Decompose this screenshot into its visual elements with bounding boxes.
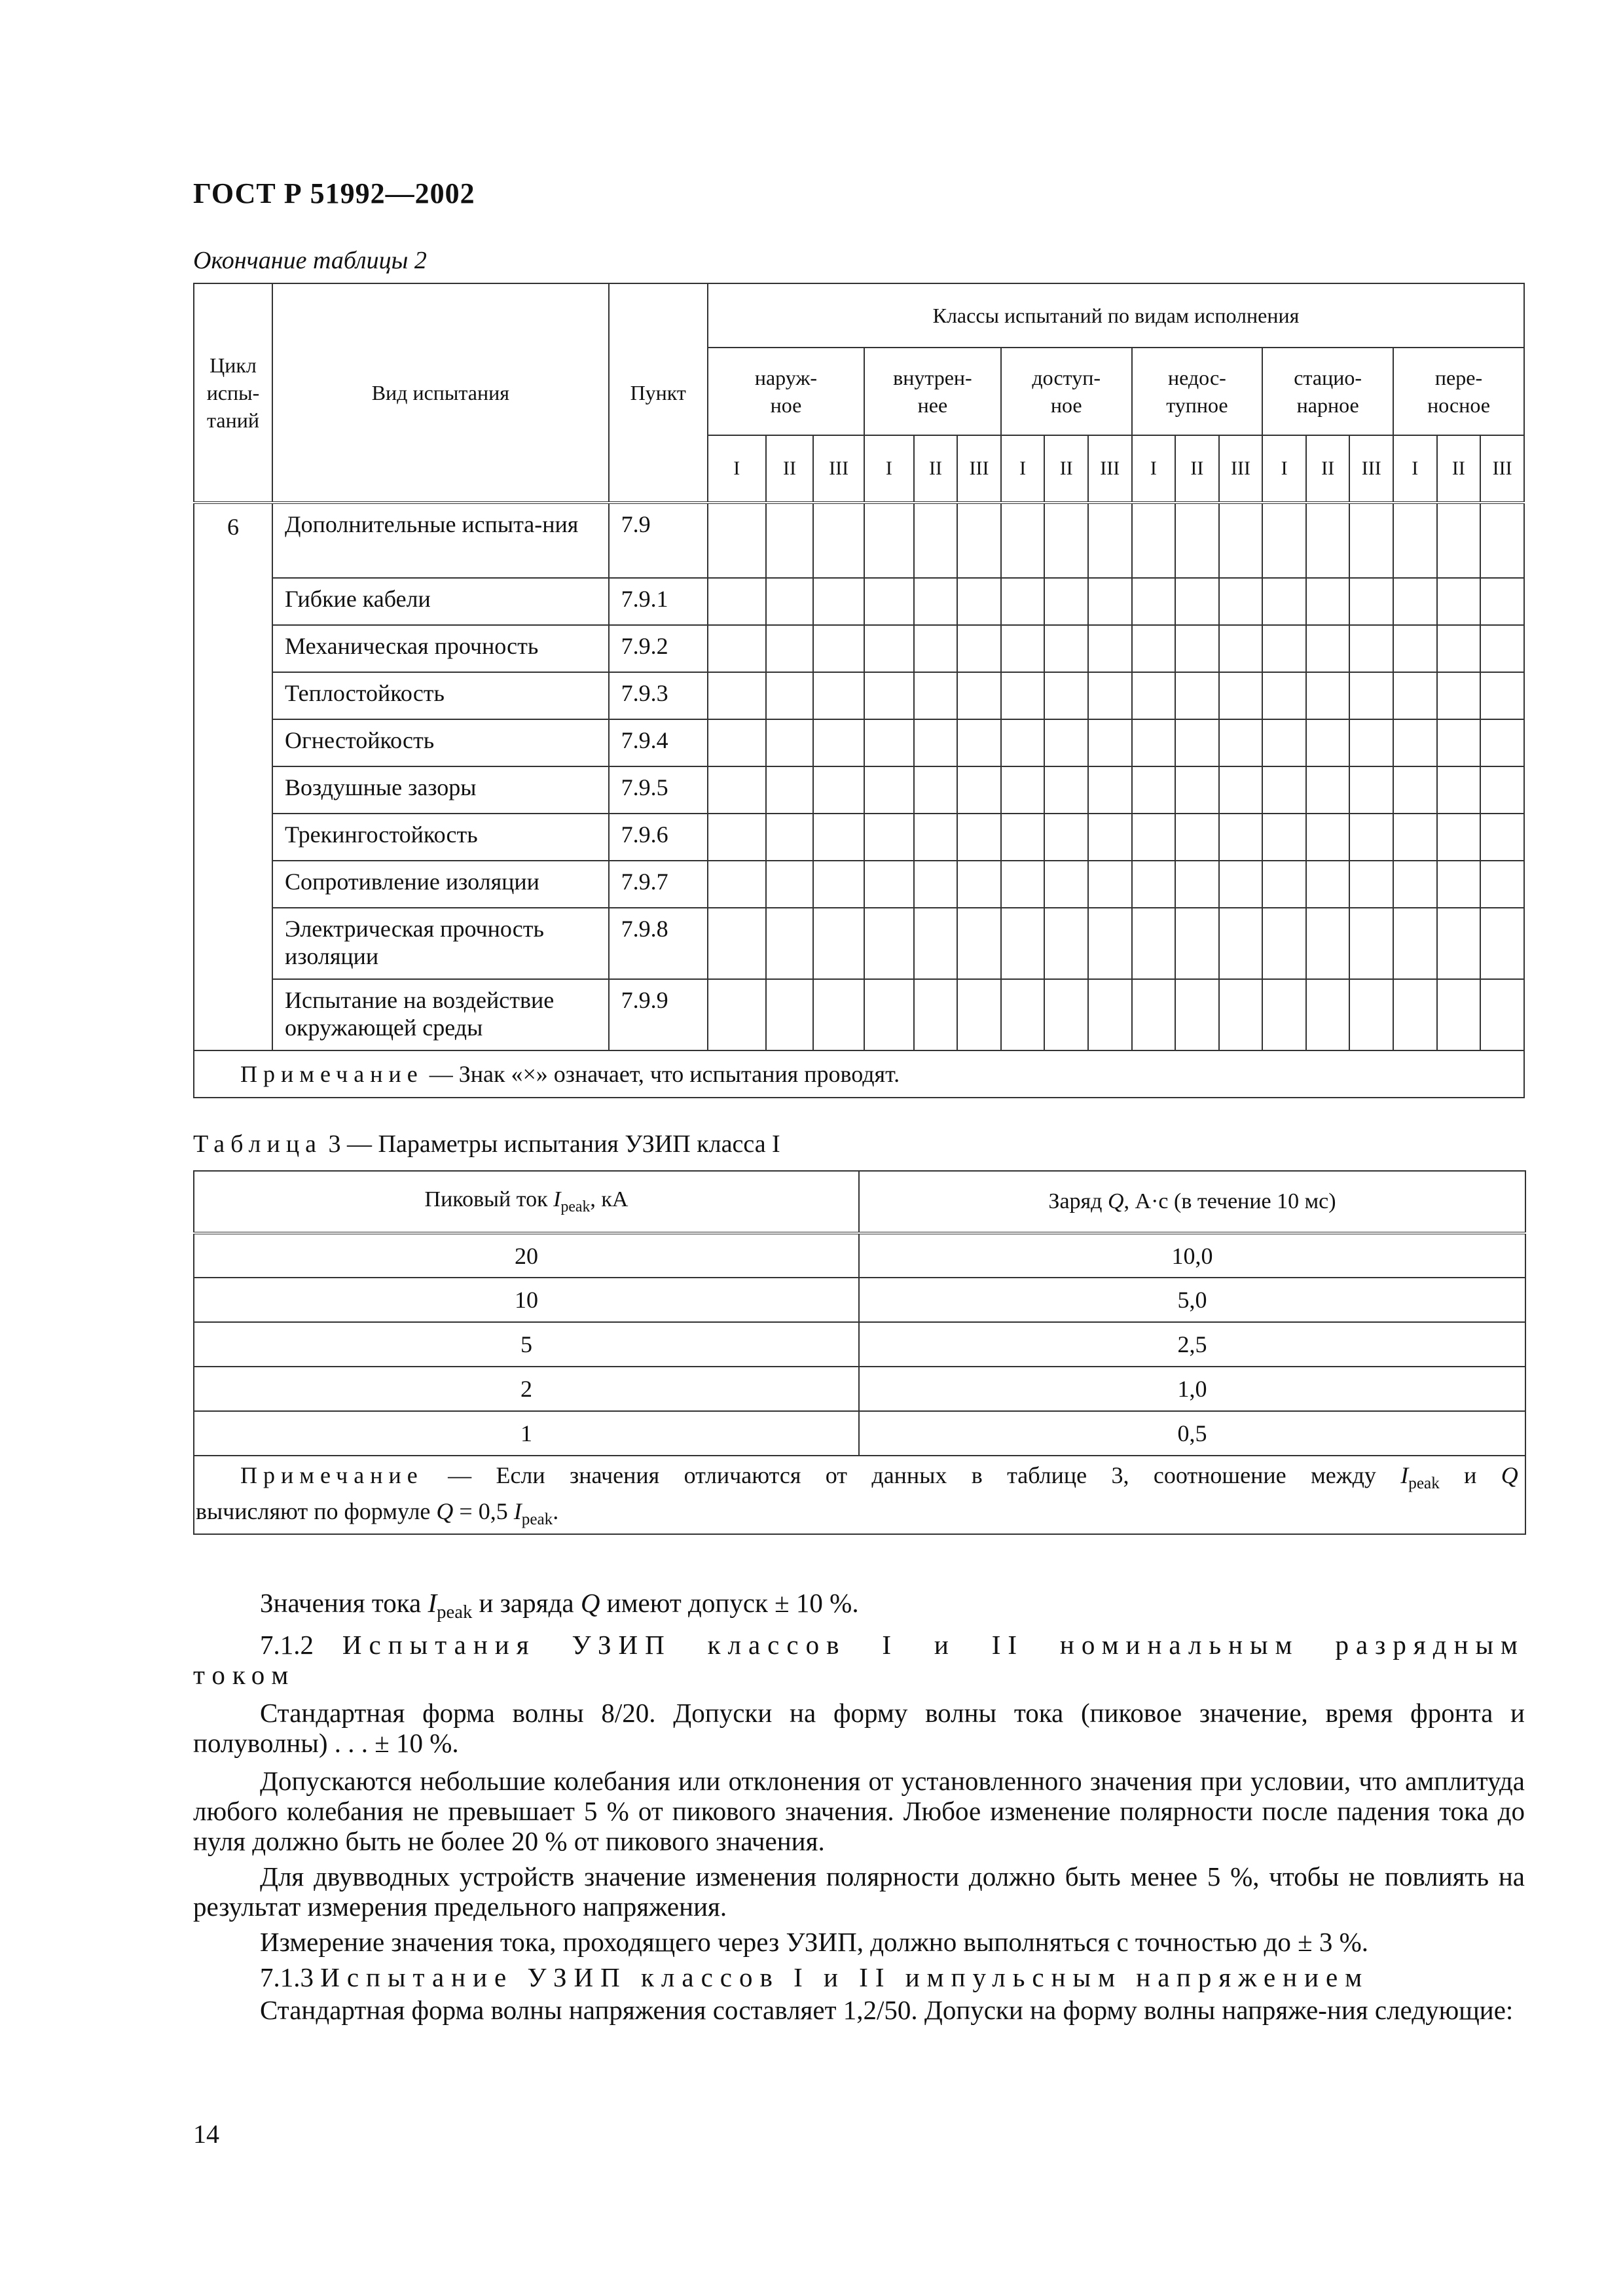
class-cell [1175,719,1219,766]
class-cell [1088,672,1132,719]
class-cell [1480,578,1524,625]
class-cell [1262,719,1306,766]
class-cell [1132,625,1176,672]
class-cell [1132,719,1176,766]
class-cell [766,672,814,719]
current-value: 1 [194,1411,859,1456]
class-cell [914,861,958,908]
class-cell [957,503,1001,578]
charge-value: 0,5 [859,1411,1525,1456]
class-cell [1219,625,1263,672]
note-word: Если [496,1462,545,1488]
class-cell [1306,908,1350,979]
col-header-class-numeral: III [1088,435,1132,503]
class-cell [1480,979,1524,1050]
class-cell [1393,503,1437,578]
col-header-group: недос- тупное [1132,348,1263,435]
class-cell [1088,908,1132,979]
class-cell [1132,578,1176,625]
current-value: 5 [194,1322,859,1367]
test-clause: 7.9.9 [609,979,708,1050]
test-clause: 7.9.6 [609,814,708,861]
col-header-class-numeral: I [864,435,914,503]
class-cell [1001,814,1045,861]
heading-7-1-2: 7.1.2 Испытания УЗИП классов I и II номинальным разрядным [260,1630,1525,1660]
class-cell [1393,578,1437,625]
class-cell [813,861,864,908]
class-cell [1175,814,1219,861]
class-cell [864,625,914,672]
class-cell [708,672,766,719]
class-cell [1132,979,1176,1050]
class-cell [1437,908,1481,979]
col-header-class-numeral: I [708,435,766,503]
class-cell [766,578,814,625]
class-cell [708,908,766,979]
class-cell [957,861,1001,908]
class-cell [864,814,914,861]
note-word: значения [570,1462,660,1488]
table3-caption: Таблица 3 — Параметры испытания УЗИП класса I [193,1130,780,1158]
class-cell [1262,503,1306,578]
class-cell [1219,503,1263,578]
class-cell [1001,861,1045,908]
note-word: данных [871,1462,947,1488]
test-clause: 7.9.2 [609,625,708,672]
current-value: 2 [194,1367,859,1411]
table3-note: Примечание — Если значения отличаются от данных в таблице 3, соотношение между $I_{peak}$ и Q вычисляют по формуле Q = 0,5 $I_{peak}$. [194,1456,1525,1534]
col-header-group: внутрен- нее [864,348,1001,435]
class-cell [1480,766,1524,814]
class-cell [1393,814,1437,861]
paragraph-tolerance: Значения тока $I_{peak}$ и заряда Q имеют допуск ± 10 %. [260,1588,859,1623]
class-cell [957,672,1001,719]
test-name: Воздушные зазоры [272,766,609,814]
class-cell [1001,766,1045,814]
class-cell [1088,766,1132,814]
class-cell [1088,979,1132,1050]
class-cell [1480,625,1524,672]
col-header-class-numeral: I [1001,435,1045,503]
note-word: от [825,1462,848,1488]
class-cell [957,719,1001,766]
class-cell [1219,578,1263,625]
class-cell [1088,814,1132,861]
class-cell [1349,672,1393,719]
col-header-group: стацио- нарное [1262,348,1393,435]
body-text [193,1588,1525,2025]
class-cell [1175,766,1219,814]
col-header-group: пере- носное [1393,348,1524,435]
class-cell [1393,908,1437,979]
class-cell [957,908,1001,979]
note-word: между [1310,1462,1376,1488]
table-3 [193,1170,1526,1535]
class-cell [914,503,958,578]
class-cell [1001,503,1045,578]
class-cell [1349,979,1393,1050]
test-clause: 7.9.7 [609,861,708,908]
current-value: 10 [194,1278,859,1322]
table2-note: Примечание — Знак «×» означает, что испытания проводят. [194,1050,1524,1098]
class-cell [1349,766,1393,814]
class-cell [1437,672,1481,719]
test-clause: 7.9 [609,503,708,578]
paragraph-oscillation: Допускаются небольшие колебания или отклонения от установленного значения при условии, что амплитуда любого колебания не превышает 5 % от пикового значения. Любое изменение полярности после падения тока до нуля должно быть не более 20 % от пикового значения. [193,1766,1525,1857]
class-cell [957,814,1001,861]
class-cell [1437,814,1481,861]
class-cell [1132,672,1176,719]
class-cell [1044,861,1088,908]
col-header-class-numeral: III [1219,435,1263,503]
class-cell [1132,503,1176,578]
cycle-number: 6 [194,503,272,1050]
heading-7-1-2-cont: током [193,1660,296,1691]
test-clause: 7.9.4 [609,719,708,766]
test-clause: 7.9.1 [609,578,708,625]
class-cell [864,766,914,814]
class-cell [914,578,958,625]
class-cell [1349,719,1393,766]
class-cell [1088,719,1132,766]
class-cell [766,908,814,979]
charge-value: 2,5 [859,1322,1525,1367]
class-cell [957,625,1001,672]
class-cell [1175,578,1219,625]
class-cell [1306,578,1350,625]
note-word: — [448,1462,472,1488]
class-cell [766,766,814,814]
class-cell [1262,814,1306,861]
paragraph-voltage-waveform: Стандартная форма волны напряжения составляет 1,2/50. Допуски на форму волны напряже-ния следующие: [260,1995,1514,2026]
class-cell [1437,861,1481,908]
class-cell [1044,979,1088,1050]
class-cell [914,908,958,979]
class-cell [1437,503,1481,578]
test-name: Сопротивление изоляции [272,861,609,908]
class-cell [766,814,814,861]
paragraph-two-port: Для двувводных устройств значение изменения полярности должно быть менее 5 %, чтобы не повлиять на результат измерения предельного напряжения. [193,1861,1525,1922]
test-name: Гибкие кабели [272,578,609,625]
class-cell [1262,672,1306,719]
col-header-class-numeral: II [1306,435,1350,503]
class-cell [1437,719,1481,766]
document-header: ГОСТ Р 51992—2002 [193,177,475,209]
col-header-class-numeral: I [1132,435,1176,503]
class-cell [1262,861,1306,908]
col-header-cycle-line: испы- [206,381,260,404]
class-cell [1219,814,1263,861]
class-cell [1306,719,1350,766]
col-header-class-numeral: II [1175,435,1219,503]
class-cell [1175,625,1219,672]
col-header-cycle-line: таний [207,408,259,432]
note-word: 3, [1111,1462,1129,1488]
class-cell [1175,672,1219,719]
class-cell [708,979,766,1050]
class-cell [813,814,864,861]
test-name: Теплостойкость [272,672,609,719]
col-header-test: Вид испытания [272,283,609,503]
col-header-cycle-line: Цикл [210,353,257,377]
class-cell [1480,672,1524,719]
class-cell [1088,503,1132,578]
col-header-class-numeral: II [1437,435,1481,503]
class-cell [1393,719,1437,766]
class-cell [1262,979,1306,1050]
col-header-group: доступ- ное [1001,348,1132,435]
class-cell [708,861,766,908]
class-cell [1349,625,1393,672]
class-cell [708,766,766,814]
class-cell [1088,578,1132,625]
class-cell [766,719,814,766]
class-cell [864,672,914,719]
paragraph-accuracy: Измерение значения тока, проходящего через УЗИП, должно выполняться с точностью до ± 3 %. [260,1927,1369,1958]
class-cell [1393,672,1437,719]
class-cell [1132,861,1176,908]
class-cell [813,578,864,625]
class-cell [1044,766,1088,814]
test-clause: 7.9.8 [609,908,708,979]
class-cell [1480,861,1524,908]
class-cell [1219,908,1263,979]
class-cell [864,861,914,908]
paragraph-waveform: Стандартная форма волны 8/20. Допуски на форму волны тока (пиковое значение, время фронта и полуволны) . . . ± 10 %. [193,1698,1525,1759]
class-cell [1044,719,1088,766]
class-cell [1044,672,1088,719]
col-header-class-numeral: II [1044,435,1088,503]
col-header-class-numeral: III [1349,435,1393,503]
class-cell [1393,766,1437,814]
class-cell [1349,578,1393,625]
class-cell [813,766,864,814]
class-cell [1219,719,1263,766]
class-cell [957,766,1001,814]
class-cell [1306,814,1350,861]
class-cell [1088,625,1132,672]
class-cell [766,503,814,578]
col-header-class-numeral: III [813,435,864,503]
class-cell [1349,814,1393,861]
class-cell [813,908,864,979]
class-cell [1001,672,1045,719]
class-cell [1262,578,1306,625]
class-cell [864,908,914,979]
class-cell [1306,979,1350,1050]
class-cell [864,719,914,766]
charge-value: 10,0 [859,1233,1525,1278]
class-cell [1088,861,1132,908]
class-cell [1175,979,1219,1050]
col-header-classes: Классы испытаний по видам исполнения [708,283,1524,348]
col-header-current: Пиковый ток $I_{peak}$, кА [194,1171,859,1233]
note-word: отличаются [684,1462,801,1488]
class-cell [1219,861,1263,908]
class-cell [1044,503,1088,578]
class-cell [914,766,958,814]
class-cell [1306,503,1350,578]
col-header-class-numeral: III [1480,435,1524,503]
class-cell [708,625,766,672]
class-cell [813,625,864,672]
class-cell [957,578,1001,625]
col-header-charge: Заряд Q, А·с (в течение 10 мс) [859,1171,1525,1233]
class-cell [1349,908,1393,979]
heading-7-1-3: 7.1.3 Испытание УЗИП классов I и II импульсным напряжением [260,1962,1370,1993]
class-cell [1175,908,1219,979]
class-cell [1175,503,1219,578]
class-cell [1306,766,1350,814]
class-cell [914,672,958,719]
class-cell [1175,861,1219,908]
class-cell [1437,766,1481,814]
class-cell [864,578,914,625]
class-cell [708,719,766,766]
test-name: Электрическая прочность изоляции [272,908,609,979]
class-cell [1262,766,1306,814]
class-cell [813,503,864,578]
class-cell [1437,979,1481,1050]
class-cell [1044,578,1088,625]
col-header-clause: Пункт [609,283,708,503]
test-name: Дополнительные испыта-ния [272,503,609,578]
class-cell [1001,719,1045,766]
class-cell [1044,908,1088,979]
class-cell [1393,979,1437,1050]
class-cell [766,625,814,672]
class-cell [708,503,766,578]
class-cell [864,979,914,1050]
test-name: Трекингостойкость [272,814,609,861]
col-header-group: наруж- ное [708,348,864,435]
test-clause: 7.9.3 [609,672,708,719]
class-cell [1480,814,1524,861]
test-name: Огнестойкость [272,719,609,766]
test-clause: 7.9.5 [609,766,708,814]
col-header-class-numeral: I [1262,435,1306,503]
class-cell [1132,908,1176,979]
class-cell [1393,861,1437,908]
note-word: в [971,1462,983,1488]
col-header-cycle [194,283,272,503]
class-cell [914,719,958,766]
class-cell [1262,625,1306,672]
class-cell [1306,672,1350,719]
col-header-class-numeral: II [914,435,958,503]
table-2 [193,283,1525,1098]
charge-value: 1,0 [859,1367,1525,1411]
class-cell [1001,625,1045,672]
class-cell [957,979,1001,1050]
class-cell [1349,503,1393,578]
col-header-class-numeral: III [957,435,1001,503]
class-cell [1132,766,1176,814]
class-cell [1349,861,1393,908]
current-value: 20 [194,1233,859,1278]
class-cell [813,979,864,1050]
class-cell [1044,814,1088,861]
test-name: Испытание на воздействие окружающей среды [272,979,609,1050]
table2-caption: Окончание таблицы 2 [193,247,427,274]
class-cell [1480,503,1524,578]
class-cell [914,625,958,672]
class-cell [813,719,864,766]
class-cell [1001,908,1045,979]
class-cell [1437,625,1481,672]
class-cell [766,979,814,1050]
class-cell [1480,719,1524,766]
class-cell [1437,578,1481,625]
class-cell [914,814,958,861]
col-header-class-numeral: II [766,435,814,503]
class-cell [1132,814,1176,861]
class-cell [766,861,814,908]
class-cell [1393,625,1437,672]
class-cell [1306,625,1350,672]
note-word: соотношение [1153,1462,1286,1488]
class-cell [1262,908,1306,979]
class-cell [1306,861,1350,908]
class-cell [1219,979,1263,1050]
class-cell [708,578,766,625]
class-cell [1219,766,1263,814]
class-cell [1480,908,1524,979]
class-cell [1044,625,1088,672]
charge-value: 5,0 [859,1278,1525,1322]
class-cell [864,503,914,578]
class-cell [813,672,864,719]
class-cell [1219,672,1263,719]
class-cell [1001,578,1045,625]
note-word: таблице [1007,1462,1087,1488]
class-cell [914,979,958,1050]
class-cell [708,814,766,861]
page-number: 14 [193,2119,219,2149]
class-cell [1001,979,1045,1050]
col-header-class-numeral: I [1393,435,1437,503]
test-name: Механическая прочность [272,625,609,672]
